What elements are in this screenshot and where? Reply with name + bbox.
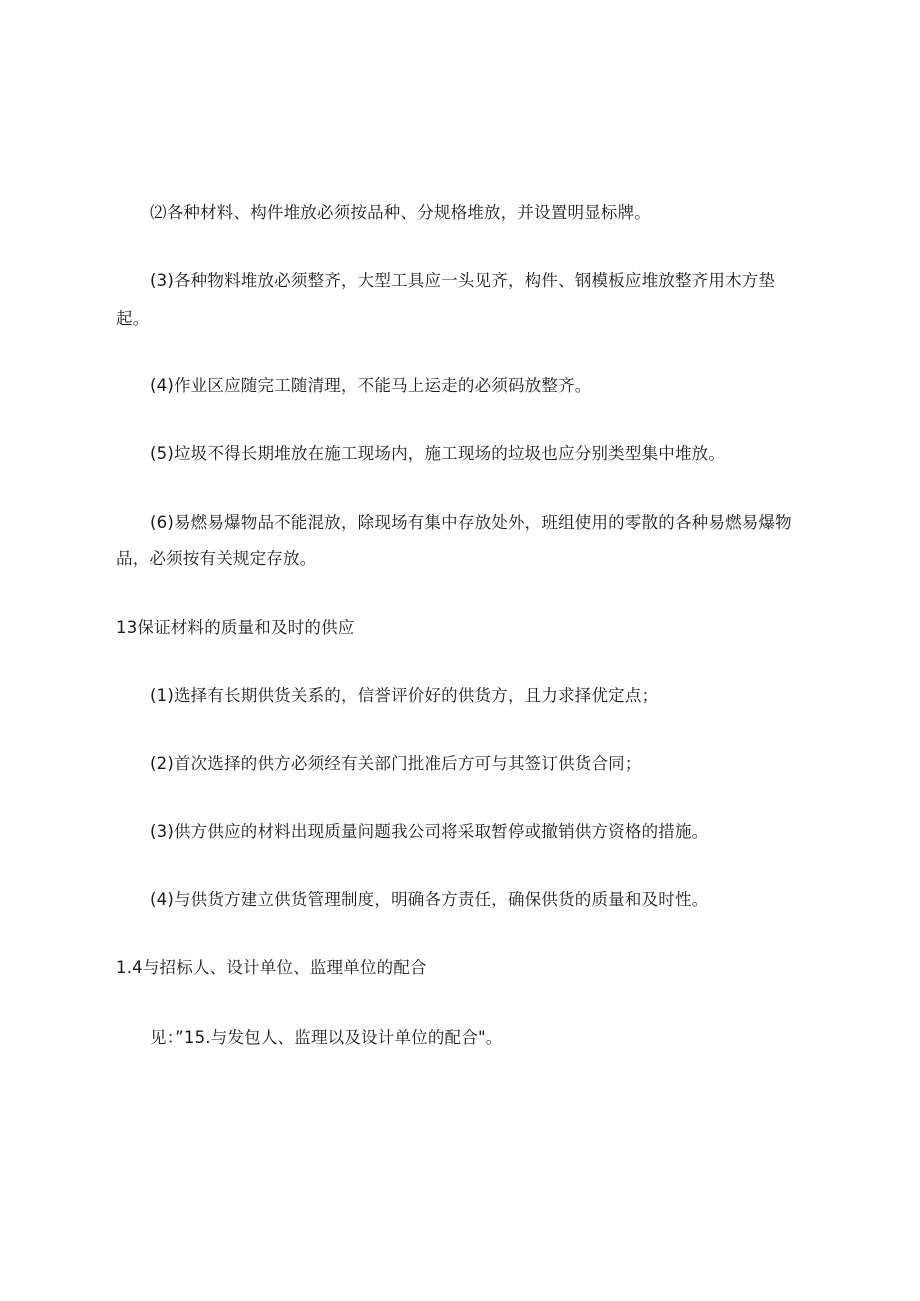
paragraph-material-stacking: ⑵各种材料、构件堆放必须按品种、分规格堆放，并设置明显标牌。 (150, 203, 651, 222)
section-14-reference: 见：”15.与发包人、监理以及设计单位的配合"。 (150, 1028, 503, 1047)
supply-item-2: (2)首次选择的供方必须经有关部门批准后方可与其签订供货合同； (150, 754, 642, 773)
section-heading-13: 13保证材料的质量和及时的供应 (116, 618, 355, 637)
supply-item-3: (3)供方供应的材料出现质量问题我公司将采取暂停或撤销供方资格的措施。 (150, 822, 709, 841)
supply-item-1: (1)选择有长期供货关系的，信誉评价好的供货方，且力求择优定点； (150, 686, 659, 705)
paragraph-work-area-cleanup: (4)作业区应随完工随清理，不能马上运走的必须码放整齐。 (150, 376, 592, 395)
paragraph-tidy-stacking-line2: 起。 (116, 309, 150, 328)
paragraph-garbage-stacking: (5)垃圾不得长期堆放在施工现场内，施工现场的垃圾也应分别类型集中堆放。 (150, 444, 726, 463)
paragraph-tidy-stacking-line1: (3)各种物料堆放必须整齐，大型工具应一头见齐，构件、钢模板应堆放整齐用木方垫 (150, 271, 776, 290)
section-heading-14: 1.4与招标人、设计单位、监理单位的配合 (116, 958, 427, 977)
paragraph-flammables-line1: (6)易燃易爆物品不能混放，除现场有集中存放处外，班组使用的零散的各种易燃易爆物 (150, 513, 792, 532)
paragraph-flammables-line2: 品，必须按有关规定存放。 (116, 549, 317, 568)
supply-item-4: (4)与供货方建立供货管理制度，明确各方责任，确保供货的质量和及时性。 (150, 890, 709, 909)
